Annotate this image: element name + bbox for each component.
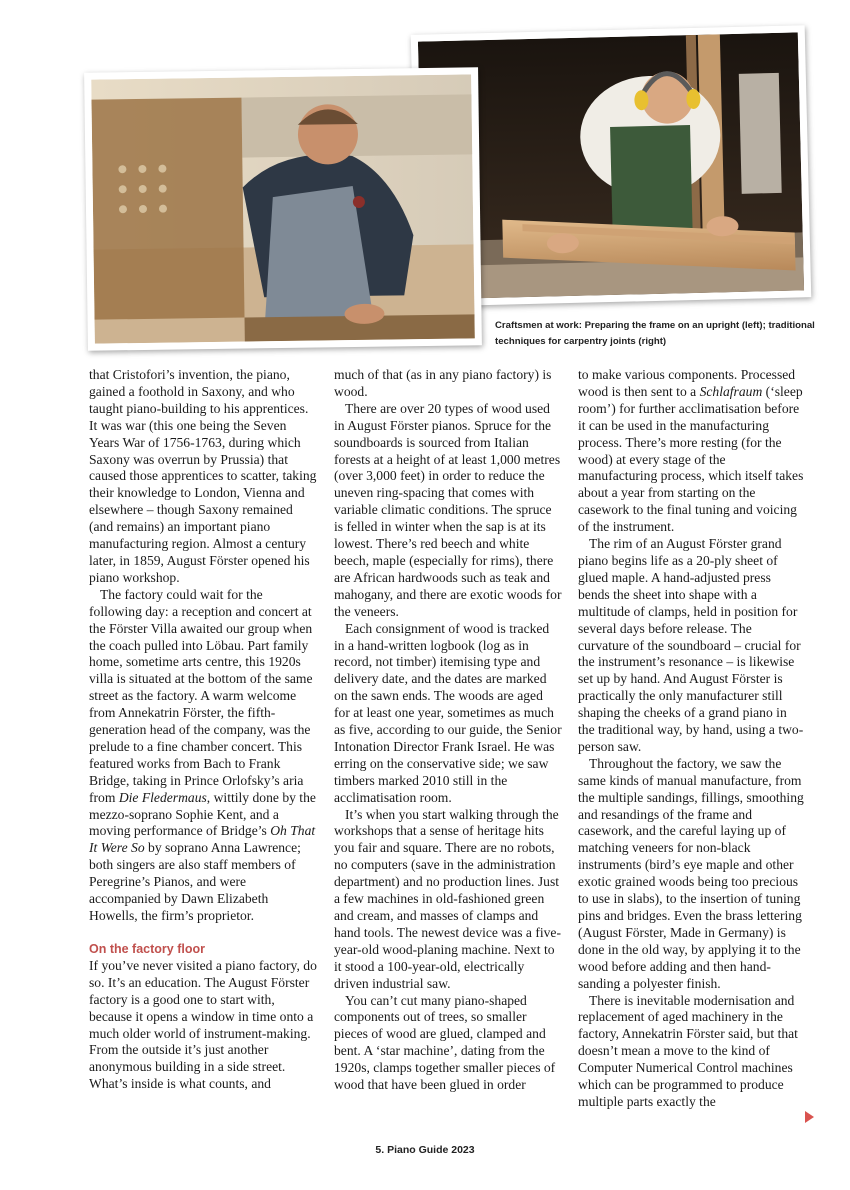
paragraph: [89, 587, 317, 925]
paragraph: It’s when you start walking through the workshops that a sense of heritage hits you fair and square. There are no robots, no computers (save in the administration department) and no production lines. Just a few machines in old-fashioned green and cream, and masses of clamps and hand tools. The newest device was a five-year-old wood-planing machine. Next to it stood a 100-year-old, electrically driven industrial saw.: [334, 806, 561, 991]
paragraph: If you’ve never visited a piano factory, do so. It’s an education. The August Förster factory is a good one to start with, because it opens a window in time onto a much older world of instrument-making. From the outside it’s just another anonymous building in a side street. What’s inside is what counts, and: [89, 957, 317, 1092]
paragraph: You can’t cut many piano-shaped components out of trees, so smaller pieces of wood are glued, clamped and bent. A ‘star machine’, dating from the 1920s, clamps together smaller pieces of wood that have been glued in order: [334, 992, 556, 1093]
italic-term: Schlafraum: [699, 383, 763, 399]
paragraph: that Cristofori’s invention, the piano, gained a foothold in Saxony, and who taught piano-building to his apprentices. It was war (this one being the Seven Years War of 1756-1763, during which Saxony was overrun by Prussia) that caused those apprentices to scatter, taking their knowledge to London, Vienna and elsewhere – though Saxony remained (and remains) an important piano manufacturing region. Almost a century later, in 1859, August Förster opened his piano workshop.: [89, 367, 317, 585]
page-footer: 5. Piano Guide 2023: [375, 1144, 475, 1156]
photo-upright-frame: [84, 67, 482, 350]
italic-title: Oh That It Were So: [89, 823, 316, 856]
text-run: by soprano Anna Lawrence; both singers are also staff members of Peregrine’s Pianos, and were accompanied by Dawn Elizabeth Howells, the firm’s proprietor.: [89, 840, 301, 923]
caption-text: Preparing the frame on an upright (left); traditional techniques for carpentry joints (right): [495, 320, 815, 347]
paragraph: Throughout the factory, we saw the same kinds of manual manufacture, from the multiple sandings, fillings, smoothing and resandings of the frame and casework, and the careful laying up of matching veneers for non-black instruments (bird’s eye maple and other exotic grained woods being too precious to use in slabs), to the insertion of tuning pins and bridges. Even the brass lettering (August Förster, Made in Germany) is done in the old way, by applying it to the wood before adding and then hand-sanding a polyester finish.: [578, 755, 804, 991]
section-heading: On the factory floor: [89, 941, 205, 956]
paragraph: [578, 367, 806, 536]
text-run: to make various components. Processed wood is then sent to a: [578, 367, 796, 399]
paragraph: Each consignment of wood is tracked in a hand-written logbook (log as in record, not timber) itemising type and delivery date, and the dates are marked on the sawn ends. The woods are aged for at least one year, sometimes as much as five, according to our guide, the Senior Intonation Director Frank Israel. He was erring on the conservative side; we saw timbers marked 2010 still in the acclimatisation room.: [334, 620, 562, 805]
text-run: The factory could wait for the following day: a reception and concert at the Förster Villa awaited our group when the coach pulled into Löbau. Part family home, sometime arts centre, this 1920s villa is situated at the bottom of the same street as the factory. A warm welcome from Annekatrin Förster, the fifth-generation head of the company, was the prelude to a fine chamber concert. This featured works from Bach to Frank Bridge, taking in Prince Orlofsky’s aria from: [89, 586, 313, 805]
text-run: (‘sleep room’) for further acclimatisation before it can be used in the manufacturing process. There’s more resting (for the wood) at every stage of the manufacturing process, which itself takes about a year from starting on the casework to the final tuning and voicing of the instrument.: [578, 383, 804, 535]
text-column-1: [89, 367, 317, 1093]
text-run: , wittily done by the mezzo-soprano Sophie Kent, and a moving performance of Bridge’s: [89, 789, 316, 839]
paragraph: much of that (as in any piano factory) is wood.: [334, 367, 552, 399]
italic-title: Die Fledermaus: [118, 789, 207, 805]
text-column-2: [334, 367, 562, 1094]
photo-upright-image: [91, 74, 475, 343]
paragraph: There are over 20 types of wood used in August Förster pianos. Spruce for the soundboards is sourced from Italian forests at a height of at least 1,000 metres (over 3,000 feet) in order to reduce the uneven ring-spacing that comes with variable climatic conditions. The spruce is felled in winter when the sap is at its lowest. There’s red beech and white beech, maple (especially for rims), there are African hardwoods such as teak and mahogany, and there are exotic woods for the veneers.: [334, 400, 562, 619]
text-column-3: [578, 367, 806, 1111]
caption-lead: Craftsmen at work:: [495, 320, 582, 331]
continue-arrow-icon: [805, 1111, 814, 1123]
paragraph: There is inevitable modernisation and replacement of aged machinery in the factory, Annekatrin Förster said, but that doesn’t mean a move to the kind of Computer Numerical Control machines which can be programmed to produce multiple parts exactly the: [578, 992, 798, 1109]
paragraph: The rim of an August Förster grand piano begins life as a 20-ply sheet of glued maple. A hand-adjusted press bends the sheet into shape with a multitude of clamps, held in position for several days before release. The curvature of the soundboard – crucial for the instrument’s resonance – is likewise set up by hand. And August Förster is practically the only manufacturer still shaping the cheeks of a grand piano in the traditional way, by hand, using a two-person saw.: [578, 536, 804, 754]
photo-caption: [495, 318, 815, 350]
